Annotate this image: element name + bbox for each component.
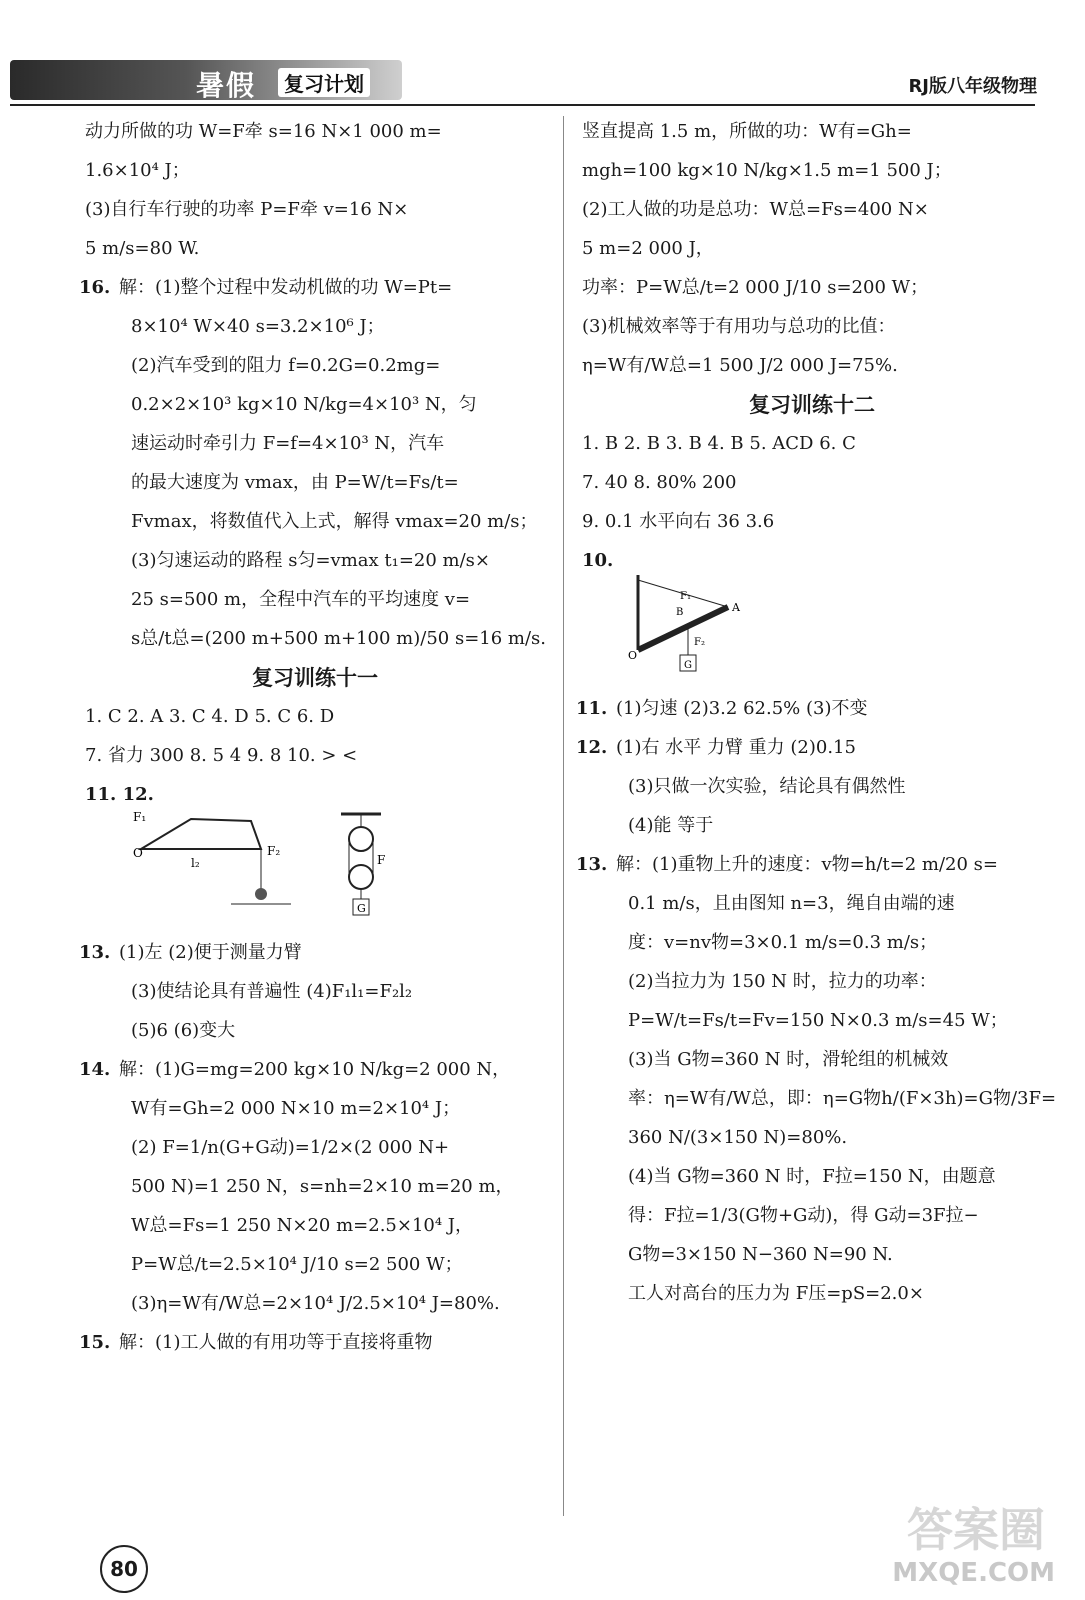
svg-text:F₂: F₂ bbox=[694, 637, 705, 648]
answer-line: (2)当拉力为 150 N 时，拉力的功率： bbox=[628, 971, 937, 992]
answer-line: 率：η=W有/W总，即：η=G物h/(F×3h)=G物/3F= bbox=[628, 1088, 1057, 1109]
answer-line: (3)自行车行驶的功率 P=F牵 v=16 N× bbox=[85, 199, 409, 220]
answer-line: 1.6×10⁴ J； bbox=[85, 160, 190, 181]
answer-item bbox=[79, 1056, 545, 1084]
answer-item bbox=[576, 734, 1042, 762]
svg-text:G: G bbox=[357, 902, 366, 915]
item-text: (1)右 水平 力臂 重力 (2)0.15 bbox=[616, 737, 856, 758]
answer-line: 500 N)=1 250 N，s=nh=2×10 m=20 m， bbox=[131, 1176, 514, 1197]
item-text: 解：(1)工人做的有用功等于直接将重物 bbox=[119, 1332, 433, 1353]
svg-text:G: G bbox=[684, 660, 692, 671]
item-number: 16. bbox=[79, 277, 111, 298]
left-column bbox=[79, 118, 546, 1368]
answer-line: mgh=100 kg×10 N/kg×1.5 m=1 500 J； bbox=[582, 160, 952, 181]
section-heading: 复习训练十一 bbox=[252, 666, 378, 690]
answer-line: (3)机械效率等于有用功与总功的比值： bbox=[582, 316, 896, 337]
item-text: (1)左 (2)便于测量力臂 bbox=[119, 942, 302, 963]
svg-text:O: O bbox=[133, 846, 143, 860]
answer-line: W有=Gh=2 000 N×10 m=2×10⁴ J； bbox=[131, 1098, 461, 1119]
answer-line: 1. B 2. B 3. B 4. B 5. ACD 6. C bbox=[582, 433, 856, 454]
answer-line: (5)6 (6)变大 bbox=[131, 1020, 236, 1041]
header-rule bbox=[10, 104, 1035, 106]
item-number: 14. bbox=[79, 1059, 111, 1080]
answer-line: (4)当 G物=360 N 时，F拉=150 N，由题意 bbox=[628, 1166, 996, 1187]
answer-item bbox=[576, 851, 1042, 879]
answer-line: 动力所做的功 W=F牵 s=16 N×1 000 m= bbox=[85, 121, 442, 142]
figure-label: 11. 12. bbox=[85, 784, 154, 805]
column-divider bbox=[563, 116, 564, 1516]
answer-line: 0.2×2×10³ kg×10 N/kg=4×10³ N，匀 bbox=[131, 394, 477, 415]
item-text: (1)匀速 (2)3.2 62.5% (3)不变 bbox=[616, 698, 868, 719]
answer-line: (4)能 等于 bbox=[628, 815, 714, 836]
answer-line: 竖直提高 1.5 m，所做的功：W有=Gh= bbox=[582, 121, 912, 142]
answer-line: 的最大速度为 vmax，由 P=W/t=Fs/t= bbox=[131, 472, 459, 493]
answer-line: 工人对高台的压力为 F压=pS=2.0× bbox=[628, 1283, 924, 1304]
page-number: 80 bbox=[100, 1545, 148, 1593]
answer-line: η=W有/W总=1 500 J/2 000 J=75%. bbox=[582, 355, 898, 376]
answer-line: (3)使结论具有普遍性 (4)F₁l₁=F₂l₂ bbox=[131, 981, 413, 1002]
banner-subtitle: 复习计划 bbox=[278, 68, 370, 97]
answer-line: 得：F拉=1/3(G物+G动)，得 G动=3F拉− bbox=[628, 1205, 979, 1226]
answer-line: (3)匀速运动的路程 s匀=vmax t₁=20 m/s× bbox=[131, 550, 490, 571]
figure-image bbox=[628, 575, 1042, 684]
item-text: 解：(1)整个过程中发动机做的功 W=Pt= bbox=[119, 277, 453, 298]
answer-line: 速运动时牵引力 F=f=4×10³ N，汽车 bbox=[131, 433, 445, 454]
answer-line: (3)当 G物=360 N 时，滑轮组的机械效 bbox=[628, 1049, 949, 1070]
section-heading: 复习训练十二 bbox=[749, 393, 875, 417]
answer-line: 25 s=500 m，全程中汽车的平均速度 v= bbox=[131, 589, 471, 610]
answer-line: 0.1 m/s，且由图知 n=3，绳自由端的速 bbox=[628, 893, 955, 914]
answer-line: 5 m=2 000 J， bbox=[582, 238, 714, 259]
answer-line: 360 N/(3×150 N)=80%. bbox=[628, 1127, 848, 1148]
answer-line: 9. 0.1 水平向右 36 3.6 bbox=[582, 511, 775, 532]
figure-lever-diagram bbox=[131, 809, 431, 919]
answer-line: (3)只做一次实验，结论具有偶然性 bbox=[628, 776, 906, 797]
item-text: 解：(1)G=mg=200 kg×10 N/kg=2 000 N， bbox=[119, 1059, 511, 1080]
answer-line: 1. C 2. A 3. C 4. D 5. C 6. D bbox=[85, 706, 335, 727]
answer-item bbox=[79, 939, 545, 967]
item-number: 12. bbox=[576, 737, 608, 758]
svg-text:F: F bbox=[377, 853, 386, 867]
answer-item bbox=[79, 274, 545, 302]
book-title: RJ版八年级物理 bbox=[908, 76, 1037, 97]
answer-line: P=W/t=Fs/t=Fv=150 N×0.3 m/s=45 W； bbox=[628, 1010, 1008, 1031]
right-column bbox=[576, 118, 1057, 1319]
answer-line: 功率：P=W总/t=2 000 J/10 s=200 W； bbox=[582, 277, 929, 298]
item-text: 解：(1)重物上升的速度：v物=h/t=2 m/20 s= bbox=[616, 854, 998, 875]
svg-text:F₁: F₁ bbox=[133, 810, 147, 824]
svg-text:l₂: l₂ bbox=[191, 856, 200, 870]
answer-line: P=W总/t=2.5×10⁴ J/10 s=2 500 W； bbox=[131, 1254, 463, 1275]
answer-line: 8×10⁴ W×40 s=3.2×10⁶ J； bbox=[131, 316, 385, 337]
answer-line: 度：v=nv物=3×0.1 m/s=0.3 m/s； bbox=[628, 932, 938, 953]
watermark-url: MXQE.COM bbox=[892, 1558, 1055, 1588]
svg-text:F₁: F₁ bbox=[680, 591, 691, 602]
answer-line: 7. 省力 300 8. 5 4 9. 8 10. > < bbox=[85, 745, 358, 766]
svg-text:B: B bbox=[676, 607, 684, 618]
figure-block bbox=[582, 547, 1042, 684]
answer-line: (2)汽车受到的阻力 f=0.2G=0.2mg= bbox=[131, 355, 441, 376]
page-header bbox=[0, 0, 1085, 110]
answer-line: W总=Fs=1 250 N×20 m=2.5×10⁴ J， bbox=[131, 1215, 474, 1236]
svg-text:A: A bbox=[732, 601, 740, 614]
answer-line: 7. 40 8. 80% 200 bbox=[582, 472, 737, 493]
figure-image bbox=[131, 809, 545, 928]
answer-item bbox=[79, 1329, 545, 1357]
figure-label: 10. bbox=[582, 550, 614, 571]
banner-title: 暑假 bbox=[196, 69, 257, 102]
answer-line: G物=3×150 N−360 N=90 N. bbox=[628, 1244, 893, 1265]
answer-line: s总/t总=(200 m+500 m+100 m)/50 s=16 m/s. bbox=[131, 628, 546, 649]
item-number: 11. bbox=[576, 698, 608, 719]
figure-lever-10 bbox=[628, 575, 778, 675]
answer-line: (2)工人做的功是总功：W总=Fs=400 N× bbox=[582, 199, 929, 220]
svg-text:F₂: F₂ bbox=[267, 844, 281, 858]
answer-line: 5 m/s=80 W. bbox=[85, 238, 200, 259]
item-number: 15. bbox=[79, 1332, 111, 1353]
answer-item bbox=[576, 695, 1042, 723]
watermark-logo: 答案圈 bbox=[907, 1503, 1045, 1557]
svg-text:O: O bbox=[628, 649, 638, 662]
answer-line: (3)η=W有/W总=2×10⁴ J/2.5×10⁴ J=80%. bbox=[131, 1293, 500, 1314]
answer-line: Fvmax，将数值代入上式，解得 vmax=20 m/s； bbox=[131, 511, 538, 532]
item-number: 13. bbox=[79, 942, 111, 963]
figure-block bbox=[85, 781, 545, 928]
answer-line: (2) F=1/n(G+G动)=1/2×(2 000 N+ bbox=[131, 1137, 450, 1158]
item-number: 13. bbox=[576, 854, 608, 875]
